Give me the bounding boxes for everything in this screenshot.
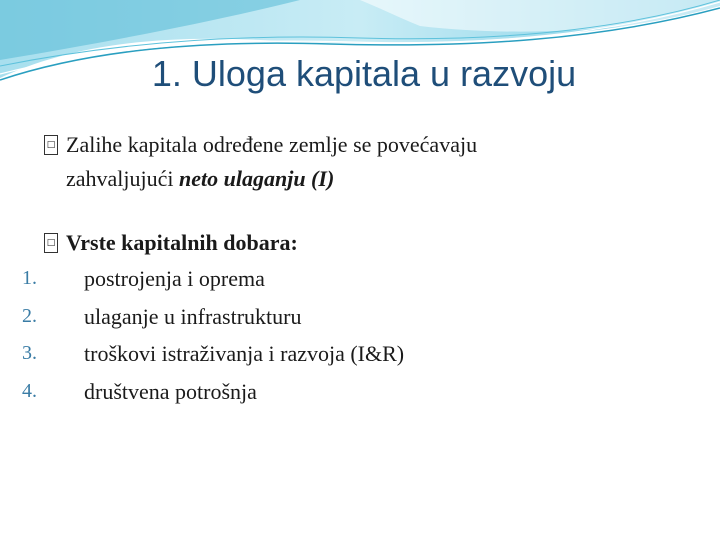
list-item-text: društvena potrošnja <box>84 378 257 404</box>
list-item <box>22 260 684 298</box>
para1-line1: Zalihe kapitala određene zemlje se povećavaju <box>66 132 478 157</box>
list-item-number: 4. <box>22 379 37 402</box>
list-item-number: 1. <box>22 267 37 289</box>
list-item <box>22 335 684 373</box>
para1-line2-emphasis: neto ulaganju (I) <box>179 166 335 191</box>
list-item-number: 2. <box>22 304 37 327</box>
list-item <box>22 373 684 411</box>
bullet-glyph-icon: □ <box>44 233 58 253</box>
bullet-paragraph-1 <box>44 128 684 196</box>
capital-goods-list <box>22 260 684 410</box>
list-item-text: troškovi istraživanja i razvoja (I&R) <box>84 341 405 366</box>
list-item <box>22 298 684 336</box>
slide-body <box>22 128 684 410</box>
list-item-text: ulaganje u infrastrukturu <box>84 303 302 329</box>
slide-title: 1. Uloga kapitala u razvoju <box>151 53 577 94</box>
para2-heading: Vrste kapitalnih dobara: <box>66 230 298 255</box>
bullet-glyph-icon: □ <box>44 135 58 155</box>
para1-line2-plain: zahvaljujući <box>66 166 180 191</box>
list-item-text: postrojenja i oprema <box>84 266 265 291</box>
bullet-paragraph-2 <box>44 226 684 260</box>
list-item-number: 3. <box>22 342 37 364</box>
